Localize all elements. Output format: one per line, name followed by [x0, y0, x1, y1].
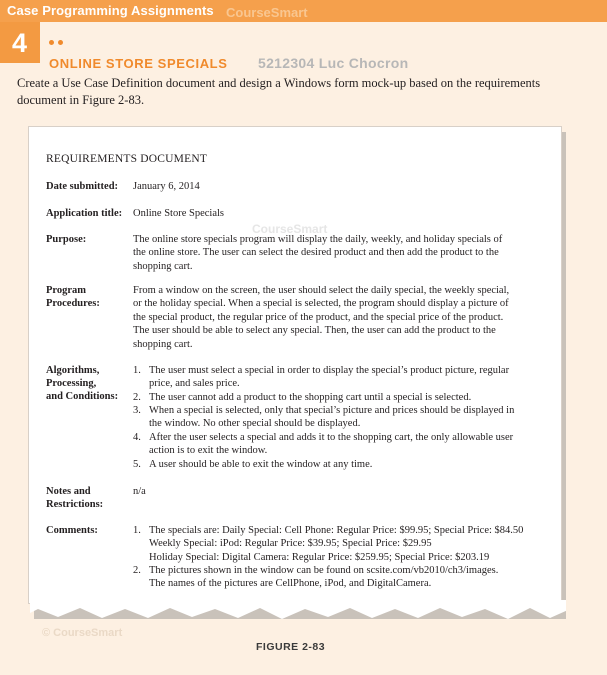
label-line: and Conditions:	[46, 391, 119, 402]
header-watermark: CourseSmart	[226, 5, 308, 20]
item-line: price, and sales price.	[149, 378, 240, 390]
user-stamp: 5212304 Luc Chocron	[258, 55, 409, 71]
item-number: 1.	[133, 365, 141, 376]
item-number: 2.	[133, 392, 141, 403]
assignment-instructions	[17, 75, 597, 109]
procedure-line: The user should be able to select any special. Then, the user can add the product to the	[133, 325, 496, 337]
section-title: Case Programming Assignments	[7, 3, 214, 18]
torn-edge	[30, 600, 566, 624]
difficulty-dot-icon	[49, 40, 54, 45]
algorithms-label	[46, 364, 118, 403]
notes-restrictions-label	[46, 485, 103, 511]
date-submitted-label: Date submitted:	[46, 181, 119, 192]
purpose-line: shopping cart.	[133, 260, 193, 272]
purpose-label: Purpose:	[46, 234, 87, 245]
procedure-line: shopping cart.	[133, 338, 193, 350]
label-line: Restrictions:	[46, 499, 104, 510]
purpose-line: The online store specials program will display the daily, weekly, and holiday specials of	[133, 234, 503, 245]
application-title-value: Online Store Specials	[133, 208, 224, 219]
instruction-line: Create a Use Case Definition document and design a Windows form mock-up based on the requirements	[17, 76, 541, 90]
item-number: 4.	[133, 432, 141, 443]
difficulty-dot-icon	[58, 40, 63, 45]
item-number: 5.	[133, 459, 141, 470]
procedure-line: or the holiday special. When a special is selected, the program should display a picture of	[133, 298, 509, 310]
label-line: Procedures:	[46, 298, 100, 309]
item-number: 2.	[133, 565, 141, 576]
label-line: Processing,	[46, 378, 97, 389]
item-line: When a special is selected, only that special’s picture and prices should be displayed in	[149, 405, 515, 416]
date-submitted-value: January 6, 2014	[133, 181, 200, 192]
item-number: 3.	[133, 405, 141, 416]
item-line: The names of the pictures are CellPhone, iPod, and DigitalCamera.	[149, 578, 432, 590]
assignment-title: ONLINE STORE SPECIALS	[49, 56, 228, 71]
program-procedures-label	[46, 284, 100, 310]
item-number: 1.	[133, 525, 141, 536]
footer-watermark: © CourseSmart	[42, 627, 123, 639]
label-line: Algorithms,	[46, 365, 100, 376]
item-line: Holiday Special: Digital Camera: Regular Price: $259.95; Special Price: $203.19	[149, 551, 490, 563]
purpose-line: the online store. The user can select the desired product and then add the product to the	[133, 247, 499, 259]
item-line: The pictures shown in the window can be found on scsite.com/vb2010/ch3/images.	[149, 565, 499, 576]
purpose-text	[133, 233, 538, 273]
document-watermark: CourseSmart	[252, 222, 328, 236]
instruction-line: document in Figure 2-83.	[17, 93, 145, 107]
procedure-line: From a window on the screen, the user should select the daily special, the weekly special,	[133, 285, 510, 296]
document-heading: REQUIREMENTS DOCUMENT	[46, 153, 208, 165]
item-line: action is to exit the window.	[149, 445, 268, 457]
item-line: Weekly Special: iPod: Regular Price: $39.95; Special Price: $29.95	[149, 538, 432, 550]
procedure-line: the special product, the regular price of the product, and the special price of the product.	[133, 311, 504, 323]
item-line: The specials are: Daily Special: Cell Phone: Regular Price: $99.95; Special Price: $84.50	[149, 525, 524, 536]
figure-caption: FIGURE 2-83	[256, 641, 326, 653]
item-line: The user must select a special in order to display the special’s product picture, regular	[149, 365, 510, 376]
label-line: Program	[46, 285, 87, 296]
item-line: the window. No other special should be displayed.	[149, 418, 361, 430]
program-procedures-text	[133, 284, 538, 351]
item-line: After the user selects a special and adds it to the shopping cart, the only allowable user	[149, 432, 514, 443]
assignment-number: 4	[12, 28, 28, 58]
application-title-label: Application title:	[46, 208, 123, 219]
item-line: The user cannot add a product to the shopping cart until a special is selected.	[149, 392, 472, 403]
item-line: A user should be able to exit the window at any time.	[149, 459, 373, 470]
comments-label: Comments:	[46, 525, 98, 536]
notes-restrictions-value: n/a	[133, 486, 146, 497]
label-line: Notes and	[46, 486, 91, 497]
